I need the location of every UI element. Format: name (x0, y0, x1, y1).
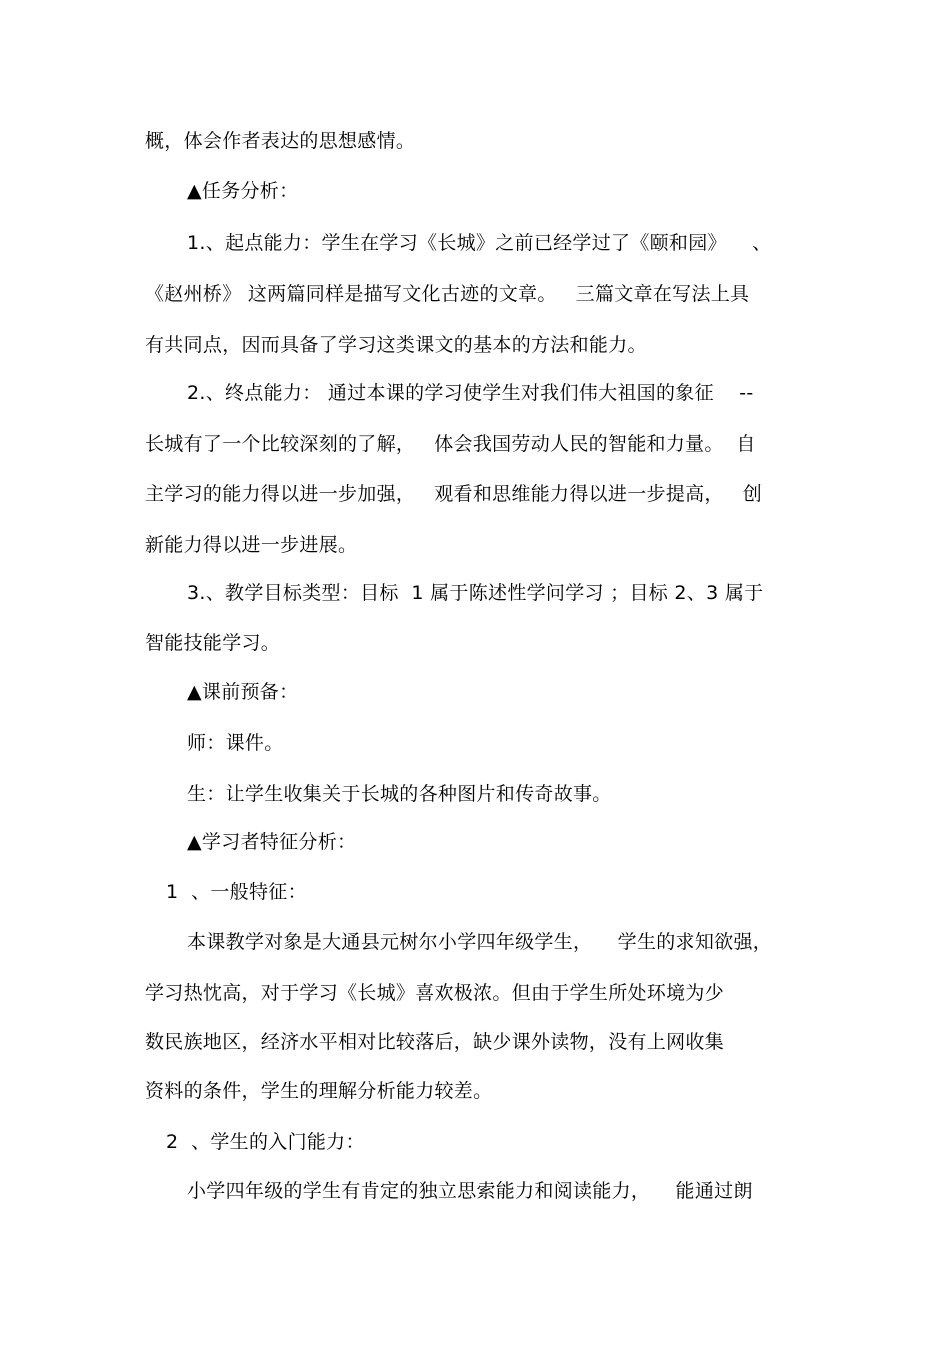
section-heading: ▲任务分析： (187, 180, 299, 202)
body-line: 2.、终点能力： 通过本课的学习使学生对我们伟大祖国的象征 -- (187, 382, 754, 404)
body-line: 概，体会作者表达的思想感情。 (145, 130, 416, 152)
body-line: 智能技能学习。 (145, 632, 281, 654)
body-line: 生：让学生收集关于长城的各种图片和传奇故事。 (187, 783, 612, 805)
body-line: 1.、起点能力：学生在学习《长城》之前已经学过了《颐和园》 、 (187, 232, 772, 254)
body-line: 数民族地区，经济水平相对比较落后，缺少课外读物，没有上网收集 (145, 1031, 725, 1053)
body-line: 小学四年级的学生有肯定的独立思索能力和阅读能力， 能通过朗 (187, 1180, 753, 1202)
body-line: 《赵州桥》 这两篇同样是描写文化古迹的文章。 三篇文章在写法上具 (145, 283, 750, 305)
body-line: 有共同点，因而具备了学习这类课文的基本的方法和能力。 (145, 334, 647, 356)
body-line: 师：课件。 (187, 732, 284, 754)
body-line: 长城有了一个比较深刻的了解， 体会我国劳动人民的智能和力量。 自 (145, 433, 756, 455)
section-heading: ▲学习者特征分析： (187, 831, 357, 853)
body-line: 学习热忱高，对于学习《长城》喜欢极浓。但由于学生所处环境为少 (145, 982, 725, 1004)
body-line: 新能力得以进一步进展。 (145, 534, 358, 556)
body-line: 本课教学对象是大通县元树尔小学四年级学生， 学生的求知欲强， (187, 931, 773, 953)
subsection-heading: 2 、学生的入门能力： (166, 1131, 365, 1153)
subsection-heading: 1 、一般特征： (166, 881, 307, 903)
body-line: 主学习的能力得以进一步加强， 观看和思维能力得以进一步提高， 创 (145, 483, 763, 505)
body-line: 3.、教学目标类型：目标 1 属于陈述性学问学习 ；目标 2、3 属于 (187, 582, 764, 604)
section-heading: ▲课前预备： (187, 681, 299, 703)
body-line: 资料的条件，学生的理解分析能力较差。 (145, 1080, 493, 1102)
